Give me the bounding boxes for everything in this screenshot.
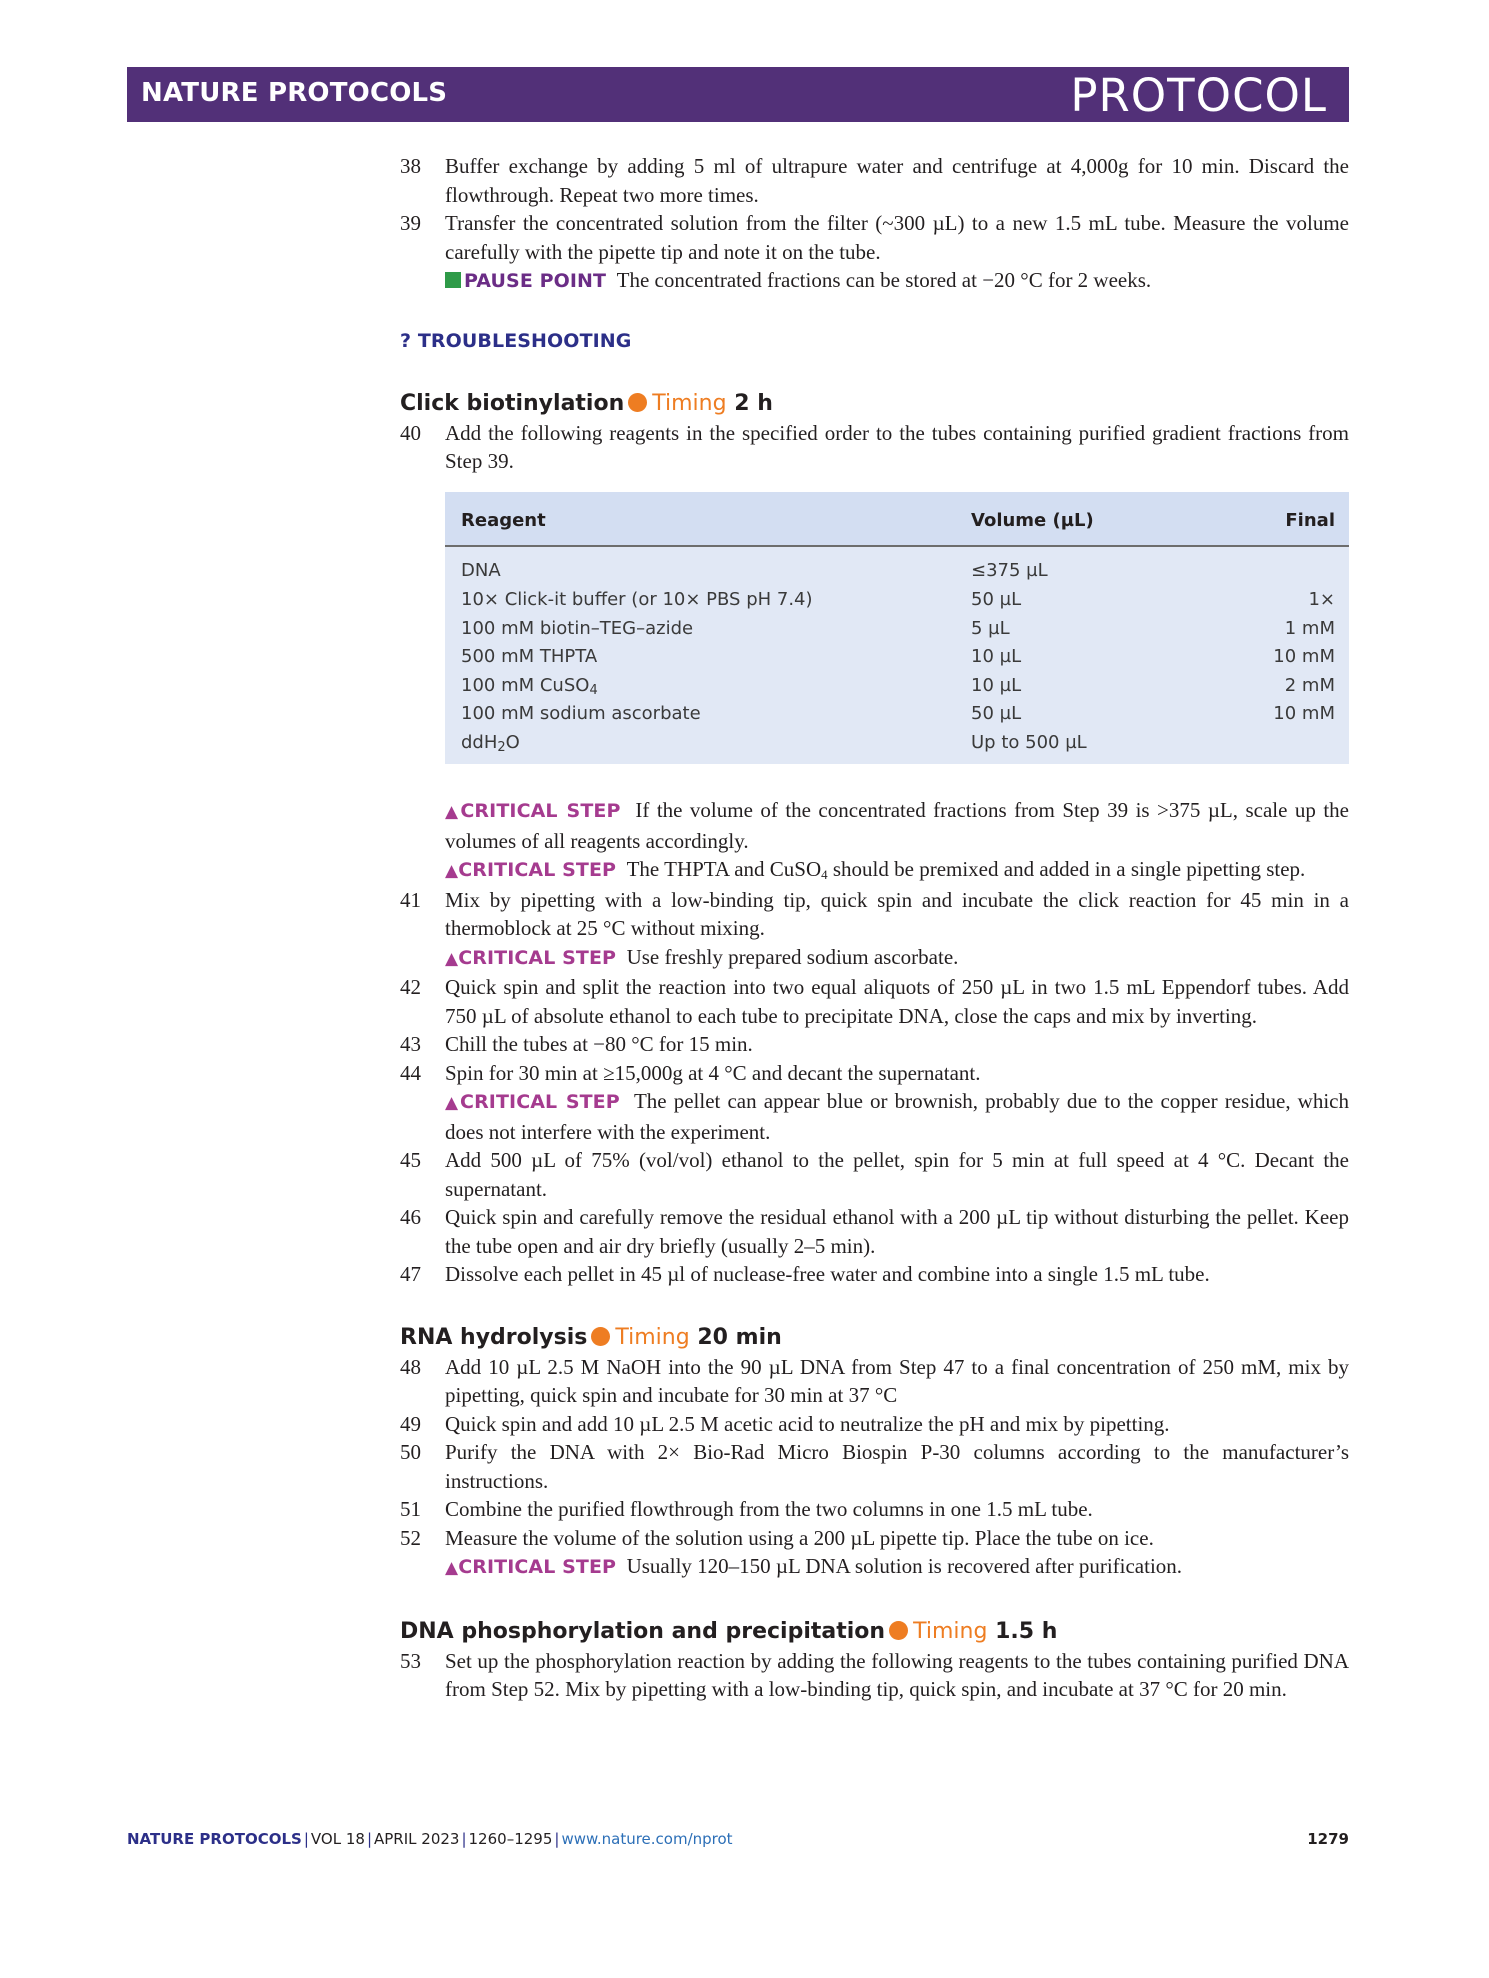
step-text: Add 10 µL 2.5 M NaOH into the 90 µL DNA from Step 47 to a final concentration of 250 mM, mix by pipetting, quick spin and incubate for 30 min at 37 °C xyxy=(445,1354,1349,1407)
step-48 xyxy=(400,1353,1349,1410)
step-text: Dissolve each pellet in 45 µl of nuclease-free water and combine into a single 1.5 mL tube. xyxy=(445,1262,1210,1286)
section-title: RNA hydrolysis xyxy=(400,1324,588,1350)
cell-final: 10 mM xyxy=(1273,703,1335,725)
step-text: Transfer the concentrated solution from the filter (~300 µL) to a new 1.5 mL tube. Measure the volume carefully with the pipette tip and note it on the tube. xyxy=(445,211,1349,264)
troubleshooting-heading xyxy=(400,326,1349,355)
critical-step-tag xyxy=(445,947,616,969)
critical-step-text: The THPTA and CuSO xyxy=(626,857,822,881)
pause-point-text: The concentrated fractions can be stored at −20 °C for 2 weeks. xyxy=(616,268,1152,292)
critical-step-tag xyxy=(445,859,616,881)
cell-volume: 10 µL xyxy=(971,674,1022,696)
step-number: 49 xyxy=(400,1411,421,1436)
step-50 xyxy=(400,1438,1349,1495)
critical-step-tag xyxy=(445,800,620,822)
header-volume: Volume (µL) xyxy=(955,492,1215,546)
critical-step-label: CRITICAL STEP xyxy=(460,1091,620,1113)
step-number: 52 xyxy=(400,1525,421,1550)
step-46 xyxy=(400,1203,1349,1260)
troubleshooting-label: ? TROUBLESHOOTING xyxy=(400,329,632,352)
critical-step-label: CRITICAL STEP xyxy=(460,800,621,822)
timing-label: Timing xyxy=(615,1324,690,1350)
critical-step-tag xyxy=(445,1556,616,1578)
table-row xyxy=(445,614,1349,643)
footer-volume: VOL 18 xyxy=(310,1830,365,1848)
table-row xyxy=(445,728,1349,764)
critical-step-note xyxy=(445,1087,1349,1146)
critical-step-note xyxy=(445,943,1349,974)
timing-label: Timing xyxy=(913,1618,988,1644)
step-51 xyxy=(400,1495,1349,1524)
section-title: Click biotinylation xyxy=(400,390,625,416)
step-text: Add 500 µL of 75% (vol/vol) ethanol to the pellet, spin for 5 min at full speed at 4 °C. Decant the supernatant. xyxy=(445,1148,1349,1201)
footer-date: APRIL 2023 xyxy=(374,1830,460,1848)
table-row xyxy=(445,586,1349,615)
section-click-biotinylation xyxy=(400,389,1349,419)
timing-value: 20 min xyxy=(697,1324,782,1350)
table-row xyxy=(445,671,1349,700)
step-42 xyxy=(400,973,1349,1030)
warning-triangle-icon: ▲ xyxy=(445,1558,459,1578)
table-row xyxy=(445,643,1349,672)
step-number: 41 xyxy=(400,887,421,912)
cell-final xyxy=(1215,728,1349,764)
critical-step-text: Use freshly prepared sodium ascorbate. xyxy=(626,944,959,969)
step-text: Set up the phosphorylation reaction by adding the following reagents to the tubes containing purified DNA from Step 52. Mix by pipetting with a low-binding tip, quick spin, and incubate at 37 °C for 20 min. xyxy=(445,1648,1349,1701)
step-text: Quick spin and split the reaction into two equal aliquots of 250 µL in two 1.5 mL Eppendorf tubes. Add 750 µL of absolute ethanol to each tube to precipitate DNA, close the caps and mix by inverting. xyxy=(445,975,1349,1028)
critical-step-text: Usually 120–150 µL DNA solution is recovered after purification. xyxy=(626,1554,1183,1578)
critical-step-note xyxy=(445,855,1349,886)
page-footer: NATURE PROTOCOLS | VOL 18 | APRIL 2023 | 1260–1295 | www.nature.com/nprot 1279 xyxy=(127,1830,1349,1848)
header-final: Final xyxy=(1215,492,1349,546)
step-number: 51 xyxy=(400,1497,421,1521)
step-43 xyxy=(400,1030,1349,1059)
step-number: 47 xyxy=(400,1262,421,1286)
warning-triangle-icon: ▲ xyxy=(445,948,459,969)
warning-triangle-icon: ▲ xyxy=(445,1093,461,1113)
step-text: Purify the DNA with 2× Bio-Rad Micro Biospin P-30 columns according to the manufacturer’s instructions. xyxy=(445,1440,1349,1493)
step-number: 44 xyxy=(400,1060,421,1085)
step-text: Measure the volume of the solution using a 200 µL pipette tip. Place the tube on ice. xyxy=(445,1525,1154,1550)
cell-volume: 50 µL xyxy=(971,703,1022,725)
step-41 xyxy=(400,886,1349,974)
section-dna-phosphorylation xyxy=(400,1617,1349,1647)
step-number: 40 xyxy=(400,420,421,445)
step-text: Combine the purified flowthrough from the two columns in one 1.5 mL tube. xyxy=(445,1497,1093,1521)
cell-volume: 5 µL xyxy=(971,617,1010,639)
journal-name: NATURE PROTOCOLS xyxy=(141,78,448,108)
critical-step-label: CRITICAL STEP xyxy=(458,859,617,881)
step-number: 53 xyxy=(400,1648,421,1673)
step-number: 38 xyxy=(400,154,421,178)
cell-final: 1 mM xyxy=(1284,617,1335,639)
pause-point-note xyxy=(445,266,1349,296)
cell-volume: 50 µL xyxy=(971,589,1022,611)
critical-step-note xyxy=(445,1552,1349,1583)
cell-reagent: 100 mM biotin–TEG–azide xyxy=(461,617,694,639)
step-text: Buffer exchange by adding 5 ml of ultrapure water and centrifuge at 4,000g for 10 min. Discard the flowthrough. Repeat two more times. xyxy=(445,154,1349,207)
step-text: Mix by pipetting with a low-binding tip, quick spin and incubate the click reaction for 45 min in a thermoblock at 25 °C without mixing. xyxy=(445,887,1349,940)
step-47 xyxy=(400,1260,1349,1289)
reagent-subscript: 4 xyxy=(589,682,598,698)
step-text: Spin for 30 min at ≥15,000g at 4 °C and decant the supernatant. xyxy=(445,1060,981,1085)
cell-reagent: 10× Click-it buffer (or 10× PBS pH 7.4) xyxy=(461,589,813,611)
step-number: 42 xyxy=(400,975,421,999)
step-text: Add the following reagents in the specified order to the tubes containing purified gradient fractions from Step 39. xyxy=(445,420,1349,473)
critical-step-text: The pellet can appear blue or brownish, probably due to the copper residue, which does not interfere with the experiment. xyxy=(445,1089,1349,1144)
table-row xyxy=(445,546,1349,586)
step-number: 43 xyxy=(400,1032,421,1056)
page-number: 1279 xyxy=(1307,1830,1349,1848)
cell-volume: ≤375 µL xyxy=(971,559,1048,581)
critical-step-text-end: should be premixed and added in a single pipetting step. xyxy=(827,857,1306,881)
cell-final: 2 mM xyxy=(1284,674,1335,696)
step-45 xyxy=(400,1146,1349,1203)
step-number: 50 xyxy=(400,1440,421,1464)
reagent-table xyxy=(445,492,1349,765)
step-40 xyxy=(400,419,1349,476)
step-text: Quick spin and carefully remove the residual ethanol with a 200 µL tip without disturbing the pellet. Keep the tube open and air dry briefly (usually 2–5 min). xyxy=(445,1205,1349,1258)
cell-final: 1× xyxy=(1308,589,1335,611)
cell-reagent xyxy=(445,671,955,700)
critical-step-text: If the volume of the concentrated fractions from Step 39 is >375 µL, scale up the volumes of all reagents accordingly. xyxy=(445,798,1349,853)
cell-final xyxy=(1215,546,1349,586)
pause-point-label: PAUSE POINT xyxy=(464,270,607,292)
warning-triangle-icon: ▲ xyxy=(445,802,461,822)
warning-triangle-icon: ▲ xyxy=(445,861,459,881)
cell-reagent: 100 mM sodium ascorbate xyxy=(461,703,701,725)
table-header-row xyxy=(445,492,1349,546)
timing-dot-icon xyxy=(628,393,647,412)
timing-label: Timing xyxy=(652,390,727,416)
step-38 xyxy=(400,152,1349,209)
footer-pages: 1260–1295 xyxy=(468,1830,553,1848)
footer-url-link[interactable]: www.nature.com/nprot xyxy=(561,1830,733,1848)
timing-value: 1.5 h xyxy=(995,1618,1058,1644)
step-40-notes xyxy=(400,796,1349,886)
reagent-name: 100 mM CuSO xyxy=(461,674,590,696)
header-reagent: Reagent xyxy=(445,492,955,546)
timing-dot-icon xyxy=(889,1621,908,1640)
table-row xyxy=(445,700,1349,729)
section-rna-hydrolysis xyxy=(400,1323,1349,1353)
pause-square-icon xyxy=(445,272,461,288)
timing-dot-icon xyxy=(591,1327,610,1346)
step-text: Chill the tubes at −80 °C for 15 min. xyxy=(445,1032,753,1056)
step-number: 46 xyxy=(400,1205,421,1229)
step-text: Quick spin and add 10 µL 2.5 M acetic acid to neutralize the pH and mix by pipetting. xyxy=(445,1411,1170,1436)
reagent-subscript: 2 xyxy=(497,739,506,755)
step-49 xyxy=(400,1410,1349,1439)
timing-value: 2 h xyxy=(734,390,773,416)
critical-step-tag xyxy=(445,1091,620,1113)
journal-banner xyxy=(127,67,1349,122)
cell-reagent: 500 mM THPTA xyxy=(461,646,598,668)
cell-reagent xyxy=(445,728,955,764)
footer-journal: NATURE PROTOCOLS xyxy=(127,1830,302,1848)
step-52 xyxy=(400,1524,1349,1583)
step-44 xyxy=(400,1059,1349,1147)
cell-volume: 10 µL xyxy=(971,646,1022,668)
critical-step-subscript: 4 xyxy=(821,867,828,882)
critical-step-note xyxy=(445,796,1349,855)
step-39 xyxy=(400,209,1349,296)
article-type: PROTOCOL xyxy=(1070,69,1327,122)
step-number: 45 xyxy=(400,1148,421,1172)
step-number: 48 xyxy=(400,1354,421,1379)
step-number: 39 xyxy=(400,211,421,235)
reagent-name-suffix: O xyxy=(505,731,520,753)
critical-step-label: CRITICAL STEP xyxy=(458,1556,617,1578)
critical-step-label: CRITICAL STEP xyxy=(458,946,617,969)
cell-volume: Up to 500 µL xyxy=(971,731,1087,753)
cell-final: 10 mM xyxy=(1273,646,1335,668)
page-content xyxy=(400,152,1349,1704)
section-title: DNA phosphorylation and precipitation xyxy=(400,1618,886,1644)
reagent-name: ddH xyxy=(461,731,498,753)
step-53 xyxy=(400,1647,1349,1704)
cell-reagent: DNA xyxy=(461,559,501,581)
